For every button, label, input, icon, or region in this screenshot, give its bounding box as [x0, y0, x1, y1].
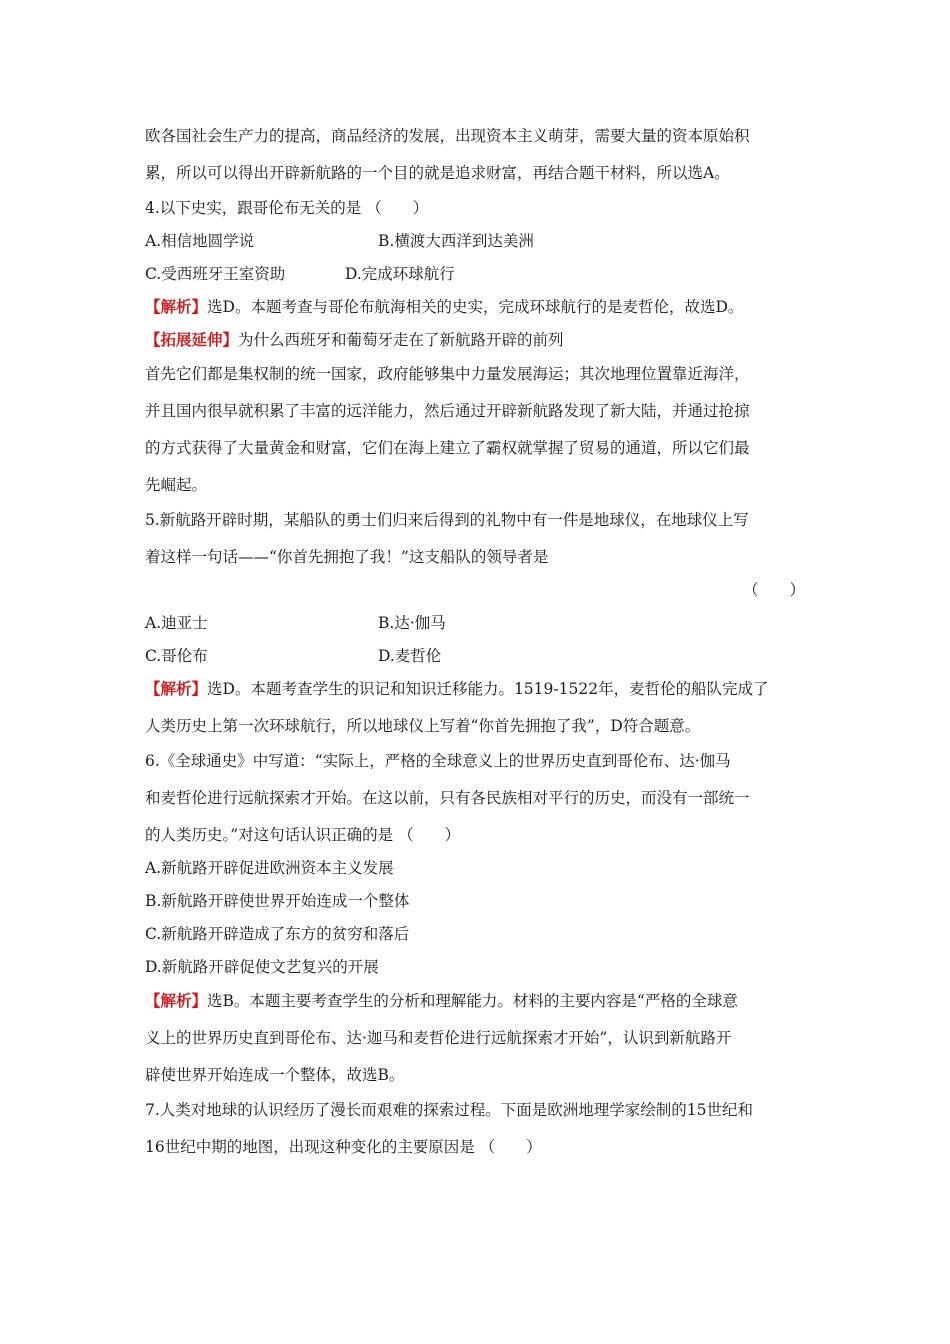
text-line: 累，所以可以得出开辟新航路的一个目的就是追求财富，再结合题干材料，所以选A。: [145, 164, 730, 182]
text-line: 并且国内很早就积累了丰富的远洋能力，然后通过开辟新航路发现了新大陆，并通过抢掠: [145, 402, 750, 420]
analysis-line: [145, 991, 738, 1011]
analysis-tag: 【解析】: [145, 991, 208, 1010]
analysis-line: [145, 679, 769, 699]
option-b: B.新航路开辟使世界开始连成一个整体: [145, 892, 410, 910]
option-b: B.横渡大西洋到达美洲: [378, 232, 534, 250]
option-a: A.相信地圆学说: [145, 232, 255, 250]
option-d: D.麦哲伦: [378, 647, 442, 665]
option-c: C.哥伦布: [145, 647, 208, 665]
text-line: 首先它们都是集权制的统一国家，政府能够集中力量发展海运；其次地理位置靠近海洋，: [145, 365, 750, 383]
analysis-text: 选D。本题考查学生的识记和知识迁移能力。1519-1522年，麦哲伦的船队完成了: [207, 680, 769, 698]
question-4: 4.以下史实，跟哥伦布无关的是 （ ）: [145, 199, 429, 217]
option-a: A.迪亚士: [145, 614, 208, 632]
option-d: D.完成环球航行: [345, 265, 455, 283]
text-line: 着这样一句话——“你首先拥抱了我！”这支船队的领导者是: [145, 548, 549, 566]
analysis-text: 选B。本题主要考查学生的分析和理解能力。材料的主要内容是“严格的全球意: [207, 992, 738, 1010]
text-line: 和麦哲伦进行远航探索才开始。在这以前，只有各民族相对平行的历史，而没有一部统一: [145, 789, 750, 807]
text-line: 的方式获得了大量黄金和财富，它们在海上建立了霸权就掌握了贸易的通道，所以它们最: [145, 439, 750, 457]
option-a: A.新航路开辟促进欧洲资本主义发展: [145, 859, 394, 877]
text-line: 先崛起。: [145, 476, 208, 494]
extension-tag: 【拓展延伸】: [145, 330, 239, 349]
question-6: 6.《全球通史》中写道：“实际上，严格的全球意义上的世界历史直到哥伦布、达·伽马: [145, 752, 731, 770]
text-line: 的人类历史。”对这句话认识正确的是 （ ）: [145, 826, 461, 844]
option-c: C.受西班牙王室资助: [145, 265, 286, 283]
text-line: 人类历史上第一次环球航行，所以地球仪上写着“你首先拥抱了我”，D符合题意。: [145, 717, 701, 735]
option-b: B.达·伽马: [378, 614, 446, 632]
option-c: C.新航路开辟造成了东方的贫穷和落后: [145, 925, 410, 943]
extension-title: 为什么西班牙和葡萄牙走在了新航路开辟的前列: [238, 331, 564, 349]
analysis-line: [145, 297, 743, 317]
option-d: D.新航路开辟促使文艺复兴的开展: [145, 958, 379, 976]
analysis-tag: 【解析】: [145, 679, 208, 698]
answer-bracket: （ ）: [742, 581, 805, 599]
text-line: 16世纪中期的地图，出现这种变化的主要原因是 （ ）: [145, 1138, 542, 1156]
question-5: 5.新航路开辟时期，某船队的勇士们归来后得到的礼物中有一件是地球仪，在地球仪上写: [145, 511, 749, 529]
text-line: 欧各国社会生产力的提高，商品经济的发展，出现资本主义萌芽，需要大量的资本原始积: [145, 127, 750, 145]
extension-heading: [145, 330, 564, 350]
question-7: 7.人类对地球的认识经历了漫长而艰难的探索过程。下面是欧洲地理学家绘制的15世纪和: [145, 1101, 754, 1119]
analysis-text: 选D。本题考查与哥伦布航海相关的史实，完成环球航行的是麦哲伦，故选D。: [207, 298, 744, 316]
analysis-tag: 【解析】: [145, 297, 208, 316]
text-line: 辟使世界开始连成一个整体，故选B。: [145, 1066, 405, 1084]
text-line: 义上的世界历史直到哥伦布、达·迦马和麦哲伦进行远航探索才开始”，认识到新航路开: [145, 1029, 732, 1047]
